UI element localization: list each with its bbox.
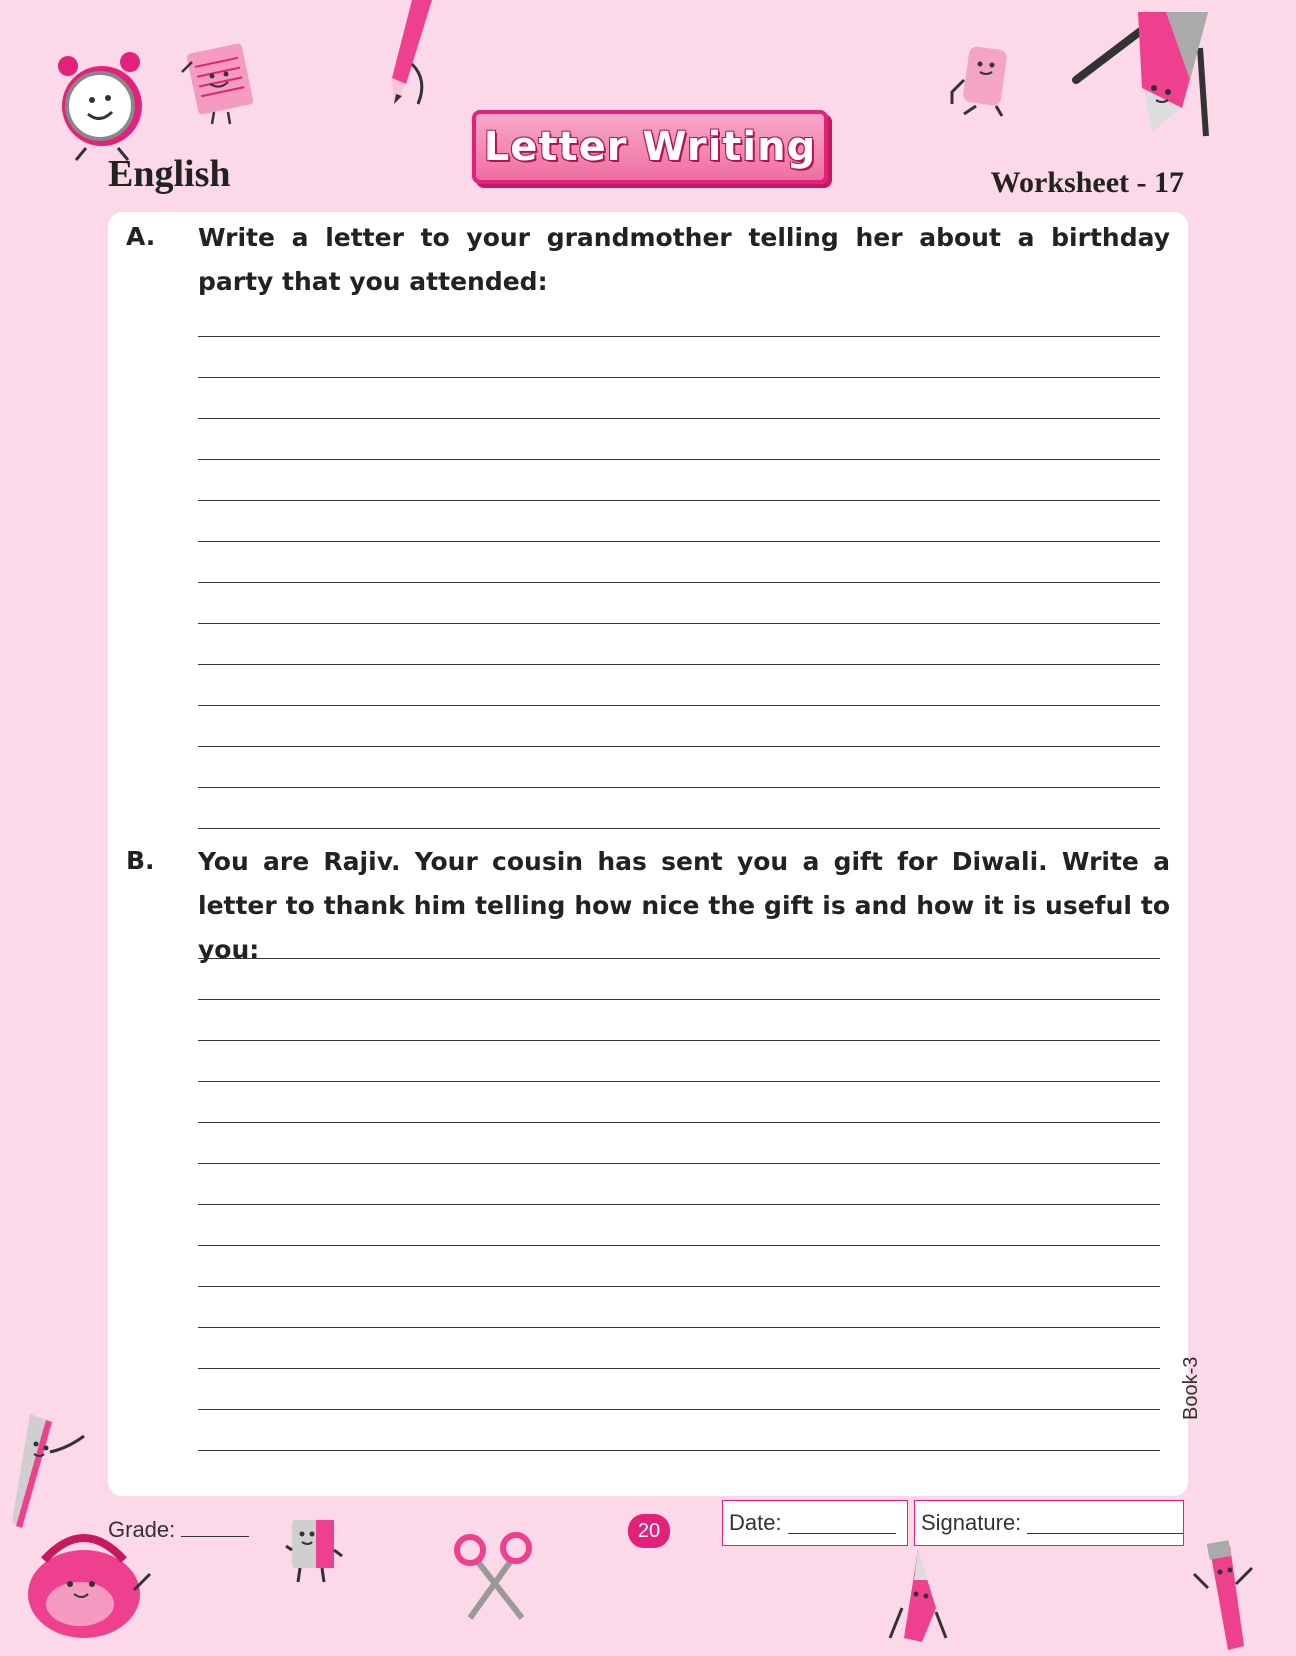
answer-line[interactable] xyxy=(198,1204,1160,1205)
date-label: Date: xyxy=(729,1510,782,1535)
subject-label: English xyxy=(108,153,231,195)
answer-line[interactable] xyxy=(198,705,1160,706)
signature-blank[interactable] xyxy=(1027,1513,1183,1534)
answer-line[interactable] xyxy=(198,1245,1160,1246)
page-number: 20 xyxy=(628,1514,670,1548)
crayon-icon xyxy=(884,1548,956,1648)
ruler-icon xyxy=(8,1408,94,1532)
answer-line[interactable] xyxy=(198,1040,1160,1041)
answer-line[interactable] xyxy=(198,623,1160,624)
question-a-text: Write a letter to your grandmother telling her about a birthday party that you attended: xyxy=(198,223,1170,296)
pencil-icon xyxy=(1190,1538,1260,1654)
answer-line[interactable] xyxy=(198,999,1160,1000)
answer-line[interactable] xyxy=(198,582,1160,583)
answer-line[interactable] xyxy=(198,1450,1160,1451)
scissors-icon xyxy=(452,1532,536,1624)
answer-line[interactable] xyxy=(198,787,1160,788)
answer-line[interactable] xyxy=(198,958,1160,959)
answer-line[interactable] xyxy=(198,459,1160,460)
worksheet-number: Worksheet - 17 xyxy=(990,166,1184,199)
answer-line[interactable] xyxy=(198,1122,1160,1123)
signature-label: Signature: xyxy=(921,1510,1022,1535)
answer-line[interactable] xyxy=(198,418,1160,419)
sharpener-icon xyxy=(282,1516,346,1590)
date-blank[interactable] xyxy=(788,1513,896,1534)
answer-line[interactable] xyxy=(198,664,1160,665)
title-badge xyxy=(472,110,828,184)
answer-line[interactable] xyxy=(198,1409,1160,1410)
question-b-text: You are Rajiv. Your cousin has sent you a gift for Diwali. Write a letter to thank him telling how nice the gift is and how it is useful to you: xyxy=(198,847,1170,964)
question-b-label: B. xyxy=(126,846,155,875)
eraser-icon xyxy=(946,40,1022,120)
book-label: Book-3 xyxy=(1180,1356,1202,1420)
answer-line[interactable] xyxy=(198,336,1160,337)
signature-field[interactable] xyxy=(914,1500,1184,1546)
grade-blank[interactable] xyxy=(181,1516,249,1537)
answer-line[interactable] xyxy=(198,828,1160,829)
page-title: Letter Writing xyxy=(483,124,817,170)
pencil-icon xyxy=(382,0,446,112)
answer-line[interactable] xyxy=(198,1286,1160,1287)
alarm-clock-icon xyxy=(56,44,152,164)
grade-label: Grade: xyxy=(108,1517,176,1542)
answer-line[interactable] xyxy=(198,1327,1160,1328)
answer-line[interactable] xyxy=(198,746,1160,747)
answer-line[interactable] xyxy=(198,1081,1160,1082)
notepad-icon xyxy=(178,42,262,128)
answer-line[interactable] xyxy=(198,500,1160,501)
answer-line[interactable] xyxy=(198,541,1160,542)
grade-field[interactable] xyxy=(108,1516,249,1543)
date-field[interactable] xyxy=(722,1500,908,1546)
answer-line[interactable] xyxy=(198,1368,1160,1369)
pen-icon xyxy=(1072,8,1222,140)
answer-line[interactable] xyxy=(198,377,1160,378)
answer-line[interactable] xyxy=(198,1163,1160,1164)
question-a-label: A. xyxy=(126,222,156,251)
